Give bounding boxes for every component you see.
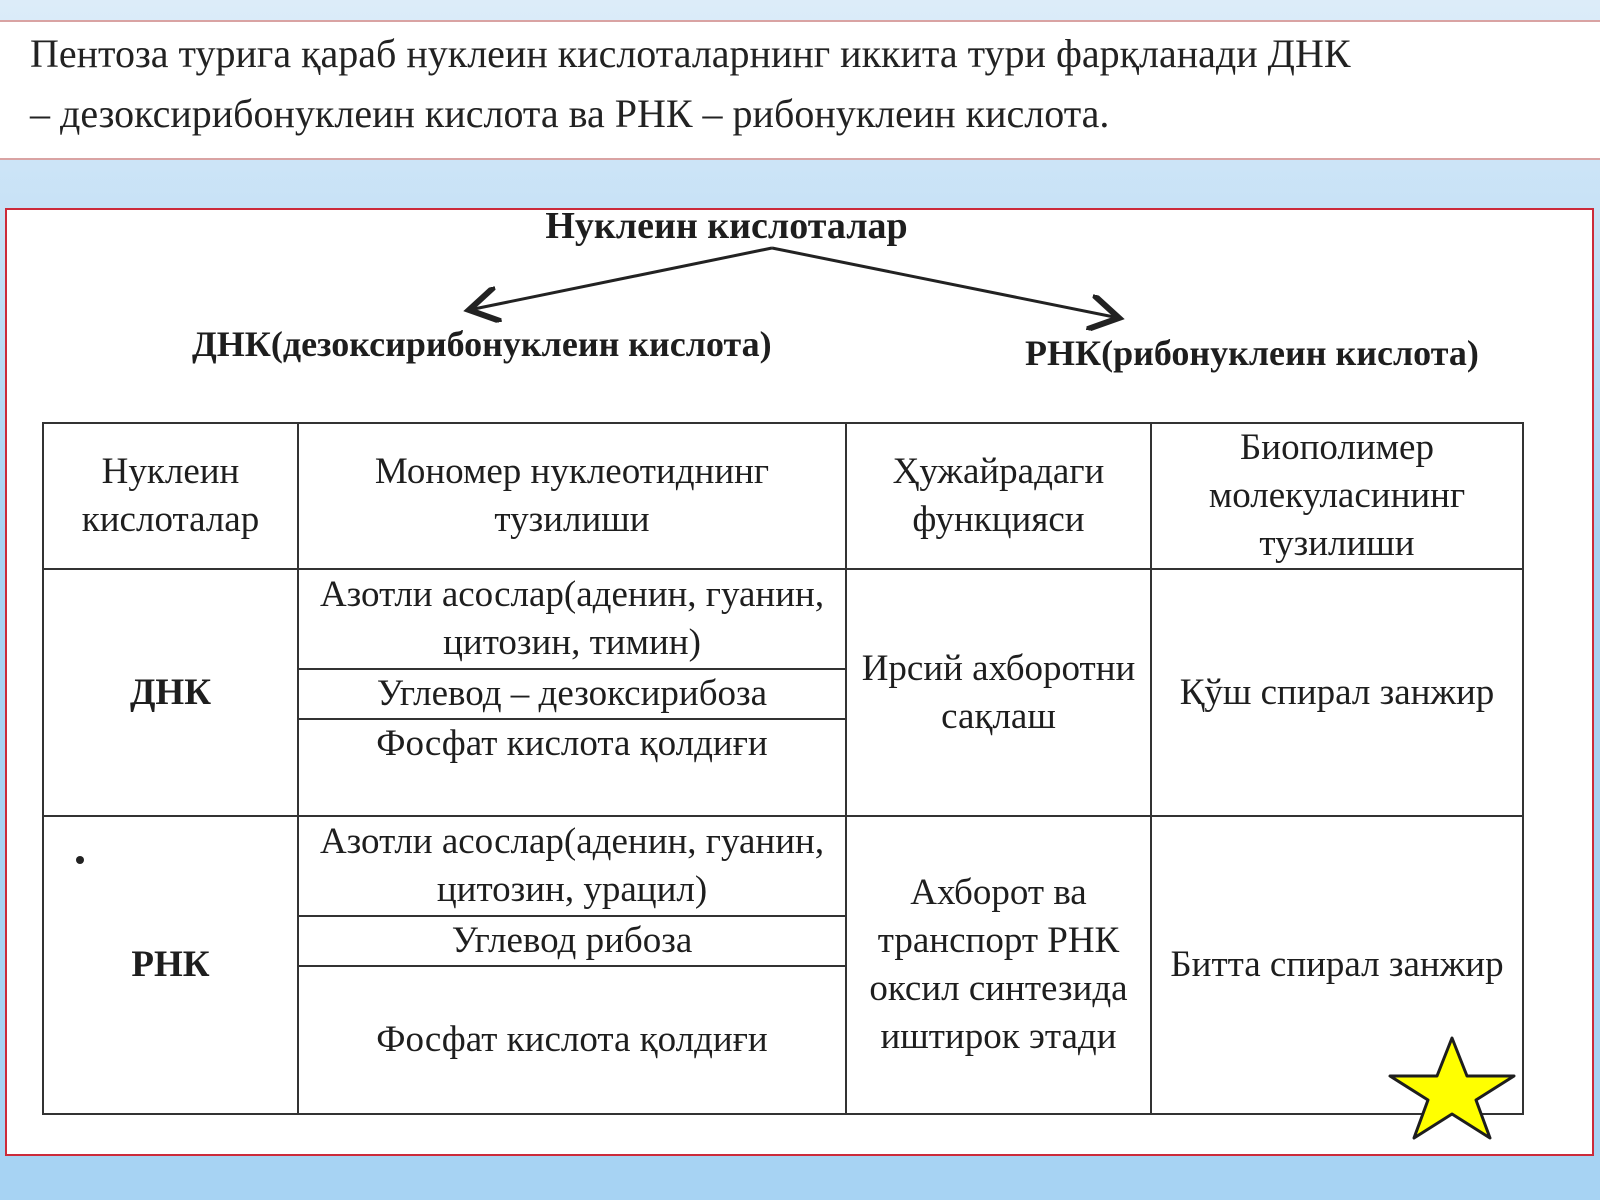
header-biopolymer-structure: Биополимер молекуласининг тузилиши [1151,423,1523,569]
intro-line-1: Пентоза турига қараб нуклеин кислоталарнинг иккита тури фарқланади ДНК [30,31,1351,76]
table-header-row [43,423,1523,569]
branch-dnk-label: ДНК(дезоксирибонуклеин кислота) [192,324,772,364]
header-cell-function: Ҳужайрадаги функцияси [846,423,1151,569]
row-label-dnk: ДНК [43,569,298,816]
intro-line-2: – дезоксирибонуклеин кислота ва РНК – рибонуклеин кислота. [30,91,1110,136]
branch-rnk-label: РНК(рибонуклеин кислота) [1025,333,1479,373]
row-label-rnk: РНК [43,816,298,1114]
dnk-phosphate: Фосфат кислота қолдиғи [298,719,846,816]
scan-speck [76,856,84,864]
dnk-sugar: Углевод – дезоксирибоза [298,669,846,719]
arrow-left [469,248,772,310]
table-row-rnk [43,816,1523,916]
rnk-sugar: Углевод рибоза [298,916,846,966]
arrow-right [772,248,1119,318]
comparison-table [42,422,1524,1115]
intro-text [30,24,1590,144]
table-row-dnk [43,569,1523,669]
rnk-phosphate: Фосфат кислота қолдиғи [298,966,846,1114]
header-nucleic-acids: Нуклеин кислоталар [43,423,298,569]
dnk-structure: Қўш спирал занжир [1151,569,1523,816]
document-frame [5,205,1594,1156]
dnk-function: Ирсий ахборотни сақлаш [846,569,1151,816]
rnk-structure: Битта спирал занжир [1151,816,1523,1114]
diagram-arrows [7,210,1596,420]
diagram-title: Нуклеин кислоталар [545,205,908,247]
star-icon [1388,1036,1516,1140]
dnk-bases: Азотли асослар(аденин, гуанин, цитозин, тимин) [298,569,846,669]
rnk-bases: Азотли асослар(аденин, гуанин, цитозин, урацил) [298,816,846,916]
rnk-function: Ахборот ва транспорт РНК оксил синтезида иштирок этади [846,816,1151,1114]
header-monomer-structure: Мономер нуклеотиднинг тузилиши [298,423,846,569]
intro-box [0,20,1600,160]
